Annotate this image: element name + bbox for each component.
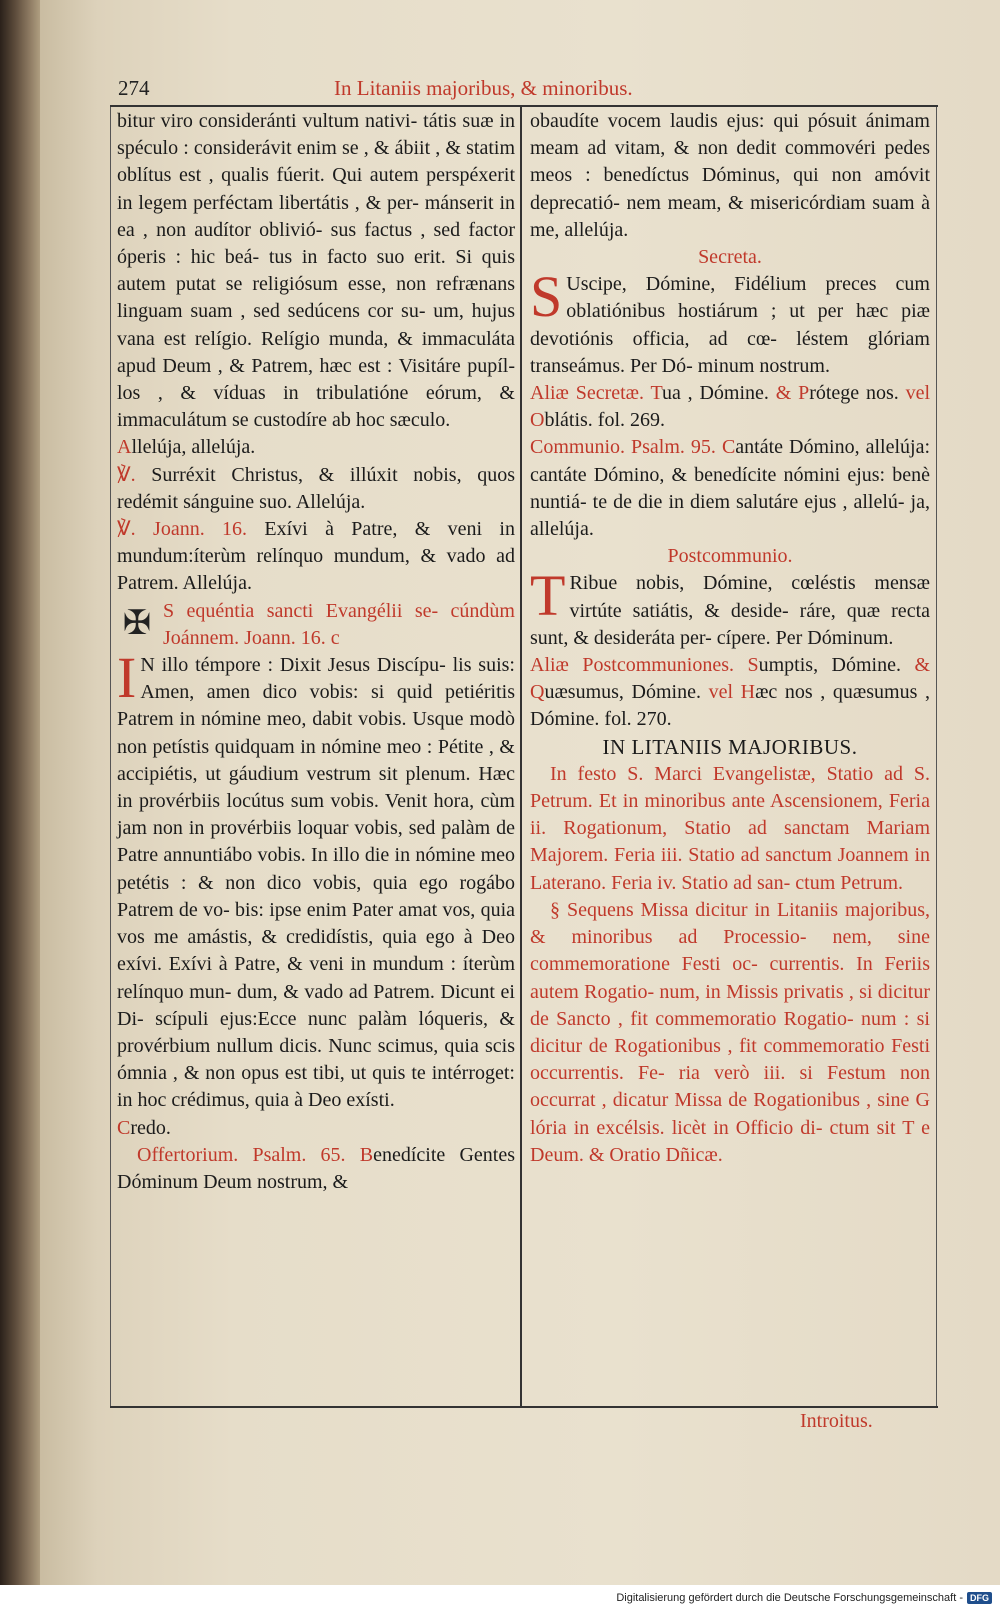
drop-cap: I bbox=[117, 645, 137, 711]
section-title: IN LITANIIS MAJORIBUS. bbox=[602, 734, 858, 759]
digitization-footer bbox=[0, 1585, 1000, 1611]
offertory: Offertorium. Psalm. 65. Benedícite Gentes Dóminum Deum nostrum, & bbox=[117, 1143, 516, 1193]
gospel-heading: ✠ S equéntia sancti Evangélii se- cúndùm Joánnem. Joann. 16. c bbox=[117, 598, 515, 652]
secreta-text: S Uscipe, Dómine, Fidélium preces cum oblatiónibus hostiárum ; ut per hæc piæ devotiónis officia, ad cœ- léstem glóriam transeámus. Per Dó- minum nostrum. bbox=[530, 264, 930, 377]
communio: Communio. Psalm. 95. Cantáte Dómino, allelúja: cantáte Dómino, & benedícite nómini ejus: benè nuntiá- te de die in diem salutáre ejus , allelú- ja, allelúja. bbox=[530, 436, 931, 541]
running-title: In Litaniis majoribus, & minoribus. bbox=[334, 76, 633, 100]
left-column bbox=[117, 108, 515, 1196]
bottom-rule bbox=[110, 1406, 938, 1408]
rubric-statio: In festo S. Marci Evangelistæ, Statio ad S. Petrum. Et in minoribus ante Ascensionem, Feria ii. Rogationum, Statio ad sanctam Mariam Majorem. Feria iii. Statio ad sanctum Joannem in Laterano. Feria iv. Statio ad san- ctum Petrum. bbox=[530, 762, 930, 894]
versicle-2: ℣. Joann. 16. Exívi à Patre, & veni in mundum:íterùm relínquo mundum, & vado ad Patrem. Allelúja. bbox=[117, 518, 515, 595]
right-border bbox=[936, 107, 937, 1406]
credo-line: Credo. bbox=[117, 1116, 171, 1139]
ornament-cross-icon: ✠ bbox=[122, 604, 152, 642]
aliae-secretae: Aliæ Secretæ. Tua , Dómine. & Prótege nos. vel Oblátis. fol. 269. bbox=[530, 382, 931, 432]
dfg-logo-icon: DFG bbox=[967, 1592, 992, 1604]
left-border bbox=[110, 107, 111, 1406]
right-column bbox=[530, 108, 930, 1169]
postcommunio-text: T Ribue nobis, Dómine, cœléstis mensæ virtúte satiátis, & deside- ráre, quæ recta sunt, & desideráta per- cípere. Per Dóminum. bbox=[530, 563, 930, 649]
gospel-text: I N illo témpore : Dixit Jesus Discípu- lis suis: Amen, amen dico vobis: si quid petiéritis Patrem in nómine meo, dabit vobis. Usque modò non petístis quidquam in nómine meo : Pétite , & accipiétis, ut gáudium vestrum sit plenum. Hæc in provérbiis locútus sum vobis. Venit hora, cùm jam non in provérbiis loquar vobis, sed palàm de Patre annuntiábo vobis. In illo die in nómine meo petétis : & non dico vobis, quia ego rogábo Patrem de vo- bis: ipse enim Pater amat vos, quia vos me amástis, & credidístis, quia ego à Deo exívi. Exívi à Patre, & veni in mundum : íterùm relínquo mun- dum, & vado ad Patrem. Dicunt ei Di- scípuli ejus:Ecce nunc palàm lóqueris, & provérbium nullum dicis. Nunc scimus, quia scis ómnia , & non opus est tibi, ut quis te intérroget: in hoc crédimus, quia à Deo exísti. bbox=[117, 645, 515, 1112]
top-rule bbox=[110, 105, 938, 107]
secreta-heading: Secreta. bbox=[698, 246, 762, 269]
epistle-text: bitur viro consideránti vultum nativi- tátis suæ in spéculo : considerávit enim se , & ábiit , & statim oblítus est , qualis fúerit. Qui autem perspéxerit in legem perféctam libertátis , & per- mánserit in ea , non audítor oblivió- sus factus , sed factor óperis : hic beá- tus in facto suo erit. Si quis autem putat se religiósum esse, non refrænans linguam suam , sed sedúcens cor su- um, hujus vana est relígio. Relígio munda, & immaculáta apud Deum , & Patrem, hæc est : Visitáre pupíl- los , & víduas in tribulatióne eórum, & immaculátum se custodíre ab hoc sæculo. bbox=[117, 110, 515, 432]
aliae-postcommuniones: Aliæ Postcommuniones. Sumptis, Dómine. & Quæsumus, Dómine. vel Hæc nos , quæsumus , Dómine. fol. 270. bbox=[530, 654, 931, 731]
alleluia-line: Allelúja, allelúja. bbox=[117, 436, 256, 459]
rubric-sequens: § Sequens Missa dicitur in Litaniis majoribus, & minoribus ad Processio- nem, sine commemoratione Festi oc- currentis. In Feriis autem Rogatio- num, in Missis privatis , si dicitur de Sancto , fit commemoratio Rogatio- num : si dicitur de Rogationibus , fit commemoratio Festi occurrentis. Fe- ria verò iii. si Festum non occurrat , dicatur Missa de Rogationibus , sine G lória in excélsis. licèt in Officio di- ctum sit T e Deum. & Oratio Dñicæ. bbox=[530, 898, 930, 1166]
catchword: Introitus. bbox=[800, 1410, 873, 1432]
drop-cap: T bbox=[530, 563, 566, 629]
footer-text: Digitalisierung gefördert durch die Deutsche Forschungsgemeinschaft - bbox=[616, 1592, 963, 1604]
book-spine bbox=[0, 0, 42, 1611]
versicle-1: ℣. Surréxit Christus, & illúxit nobis, quos redémit sánguine suo. Allelúja. bbox=[117, 463, 515, 513]
drop-cap: S bbox=[530, 264, 563, 330]
postcommunio-heading: Postcommunio. bbox=[667, 545, 793, 568]
page-number: 274 bbox=[118, 76, 150, 100]
page-header bbox=[116, 74, 940, 106]
column-divider bbox=[520, 107, 522, 1406]
offertory-continued: obaudíte vocem laudis ejus: qui pósuit ánimam meam ad vitam, & non dedit commovéri pedes meos : benedíctus Dóminus, qui non amóvit deprecatió- nem meam, & misericórdiam suam à me, allelúja. bbox=[530, 110, 930, 241]
